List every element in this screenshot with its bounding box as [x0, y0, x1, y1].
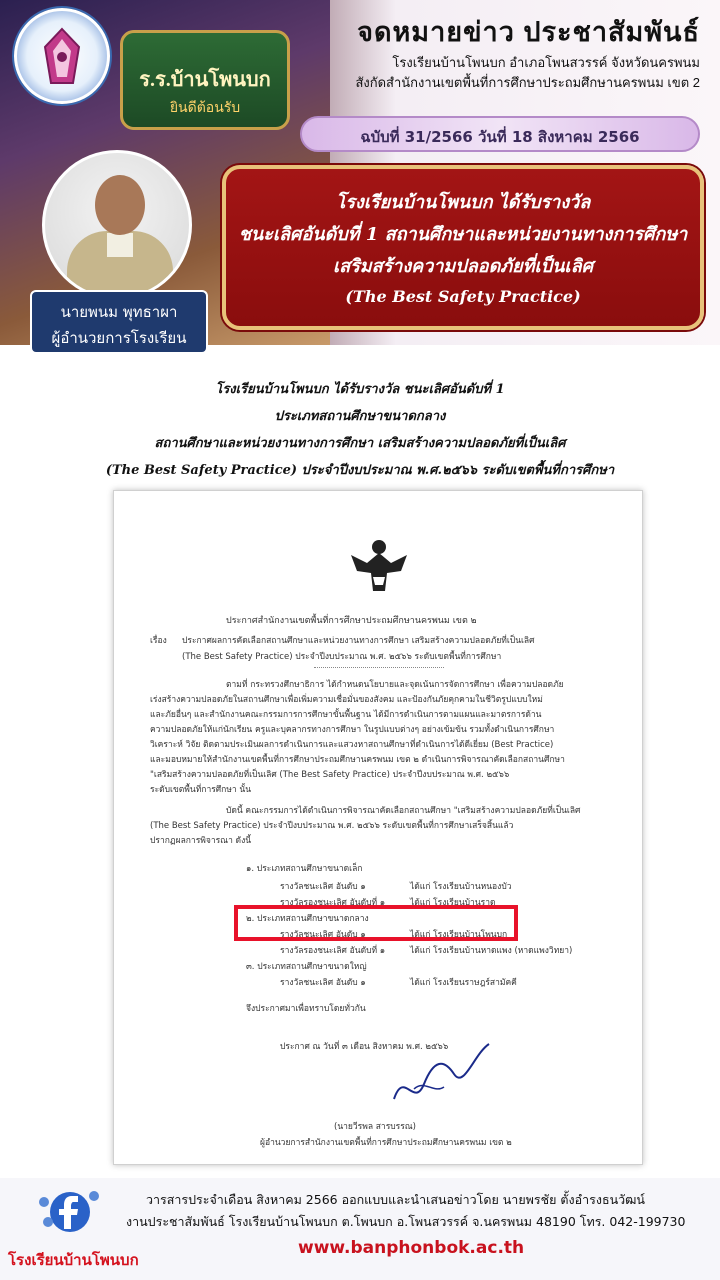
newsletter-footer	[0, 1178, 720, 1280]
header-title-block	[290, 0, 720, 110]
doc-cat1-runner-school: ได้แก่ โรงเรียนบ้านราด	[410, 898, 496, 908]
director-position: ผู้อำนวยการโรงเรียน	[51, 329, 187, 347]
award-banner	[222, 165, 704, 330]
facebook-icon	[36, 1186, 100, 1238]
doc-cat1-winner-school: ได้แก่ โรงเรียนบ้านหนองบัว	[410, 882, 512, 892]
doc-cat1-runner-label: รางวัลรองชนะเลิศ อันดับที่ ๑	[280, 898, 386, 908]
doc-paragraph-line: บัดนี้ คณะกรรมการได้ดำเนินการพิจารณาคัดเลือกสถานศึกษา "เสริมสร้างความปลอดภัยที่เป็นเลิศ	[226, 806, 581, 816]
doc-divider	[314, 667, 444, 668]
award-line-4: (The Best Safety Practice)	[345, 287, 581, 306]
award-line-1: โรงเรียนบ้านโพนบก ได้รับรางวัล	[335, 192, 591, 213]
doc-heading: ประกาศสำนักงานเขตพื้นที่การศึกษาประถมศึกษานครพนม เขต ๒	[226, 616, 477, 626]
doc-subject-1: ประกาศผลการคัดเลือกสถานศึกษาและหน่วยงานทางการศึกษา เสริมสร้างความปลอดภัยที่เป็นเลิศ	[182, 636, 535, 646]
winner-highlight-box	[234, 905, 518, 941]
doc-paragraph-line: ตามที่ กระทรวงศึกษาธิการ ได้กำหนดนโยบายและจุดเน้นการจัดการศึกษา เพื่อความปลอดภัย	[226, 680, 564, 690]
director-name: นายพนม พุทธาผา	[60, 303, 178, 321]
doc-cat2-runner-label: รางวัลรองชนะเลิศ อันดับที่ ๑	[280, 946, 386, 956]
doc-paragraph-line: วิเคราะห์ วิจัย ติดตามประเมินผลการดำเนินการและแสวงหาสถานศึกษาที่ดำเนินการได้ดีเยี่ยม (Best Practice)	[150, 740, 554, 750]
director-name-box	[30, 290, 208, 354]
sign-text: ร.ร.บ้านโพนบก	[139, 69, 271, 91]
award-line-3: เสริมสร้างความปลอดภัยที่เป็นเลิศ	[332, 256, 594, 277]
doc-paragraph-line: ปรากฏผลการพิจารณา ดังนี้	[150, 836, 252, 846]
doc-category-3: ๓. ประเภทสถานศึกษาขนาดใหญ่	[246, 962, 367, 972]
office-affiliation: สังกัดสำนักงานเขตพื้นที่การศึกษาประถมศึกษานครพนม เขต 2	[355, 75, 700, 90]
doc-paragraph-line: ระดับเขตพื้นที่การศึกษา นั้น	[150, 785, 252, 795]
doc-cat2-winner-label: รางวัลชนะเลิศ อันดับ ๑	[280, 930, 366, 940]
director-portrait	[42, 150, 192, 300]
intro-line-2: ประเภทสถานศึกษาขนาดกลาง	[274, 409, 446, 424]
doc-paragraph-line: เร่งสร้างความปลอดภัยในสถานศึกษาเพื่อเพิ่มความเชื่อมั่นของสังคม และป้องกันภัยคุกคามในชีวิตรูปแบบใหม่	[150, 695, 543, 705]
doc-paragraph-line: ความปลอดภัยให้แก่นักเรียน ครูและบุคลากรทางการศึกษา ในรูปแบบต่างๆ อย่างเข้มข้น รวมทั้งดำเนินการศึกษา	[150, 725, 555, 735]
intro-line-1: โรงเรียนบ้านโพนบก ได้รับรางวัล ชนะเลิศอันดับที่ 1	[215, 382, 505, 397]
doc-date-line: ประกาศ ณ วันที่ ๓ เดือน สิงหาคม พ.ศ. ๒๕๖๖	[280, 1042, 449, 1052]
footer-website-link[interactable]: www.banphonbok.ac.th	[298, 1238, 525, 1258]
doc-cat3-winner-school: ได้แก่ โรงเรียนราษฎร์สามัคคี	[410, 978, 517, 988]
doc-paragraph-line: "เสริมสร้างความปลอดภัยที่เป็นเลิศ (The Best Safety Practice) ประจำปีงบประมาณ พ.ศ. ๒๕๖๖	[150, 770, 510, 780]
issue-bar	[300, 116, 700, 152]
doc-category-1: ๑. ประเภทสถานศึกษาขนาดเล็ก	[246, 864, 363, 874]
doc-subject-label: เรื่อง	[150, 636, 167, 646]
footer-contact-line: งานประชาสัมพันธ์ โรงเรียนบ้านโพนบก ต.โพนบก อ.โพนสวรรค์ จ.นครพนม 48190 โทร. 042-199730	[126, 1214, 686, 1229]
doc-paragraph-line: (The Best Safety Practice) ประจำปีงบประมาณ พ.ศ. ๒๕๖๖ ระดับเขตพื้นที่การศึกษาเสร็จสิ้นแล้ว	[150, 821, 514, 831]
doc-cat2-winner-school: ได้แก่ โรงเรียนบ้านโพนบก	[410, 930, 508, 940]
signature-icon	[384, 1039, 494, 1109]
intro-line-3: สถานศึกษาและหน่วยงานทางการศึกษา เสริมสร้างความปลอดภัยที่เป็นเลิศ	[154, 436, 566, 451]
school-address: โรงเรียนบ้านโพนบก อำเภอโพนสวรรค์ จังหวัดนครพนม	[392, 55, 700, 70]
footer-school-name: โรงเรียนบ้านโพนบก	[8, 1251, 139, 1269]
doc-cat2-runner-school: ได้แก่ โรงเรียนบ้านหาดแพง (หาดแพงวิทยา)	[410, 946, 573, 956]
issue-number: ฉบับที่ 31/2566 วันที่ 18 สิงหาคม 2566	[360, 128, 640, 146]
school-welcome-sign	[120, 30, 290, 130]
portrait-head	[95, 175, 145, 235]
portrait-collar	[107, 233, 133, 257]
doc-category-2: ๒. ประเภทสถานศึกษาขนาดกลาง	[246, 914, 369, 924]
doc-subject-2: (The Best Safety Practice) ประจำปีงบประมาณ พ.ศ. ๒๕๖๖ ระดับเขตพื้นที่การศึกษา	[182, 652, 502, 662]
sign-subtext: ยินดีต้อนรับ	[169, 100, 241, 116]
intro-line-4: (The Best Safety Practice) ประจำปีงบประมาณ พ.ศ.๒๕๖๖ ระดับเขตพื้นที่การศึกษา	[105, 463, 615, 478]
doc-signer-position: ผู้อำนวยการสำนักงานเขตพื้นที่การศึกษาประถมศึกษานครพนม เขต ๒	[260, 1138, 512, 1148]
newsletter-title: จดหมายข่าว ประชาสัมพันธ์	[357, 17, 700, 47]
announcement-document	[113, 490, 643, 1165]
doc-cat3-winner-label: รางวัลชนะเลิศ อันดับ ๑	[280, 978, 366, 988]
award-line-2: ชนะเลิศอันดับที่ 1 สถานศึกษาและหน่วยงานทางการศึกษา	[238, 224, 688, 245]
footer-credit-line: วารสารประจำเดือน สิงหาคม 2566 ออกแบบและนำเสนอข่าวโดย นายพรชัย ตั้งอำรงธนวัฒน์	[146, 1192, 645, 1207]
school-logo-icon	[14, 8, 110, 104]
doc-cat1-winner-label: รางวัลชนะเลิศ อันดับ ๑	[280, 882, 366, 892]
doc-signer-name: (นายวีรพล สารบรรณ)	[334, 1122, 416, 1132]
garuda-emblem-icon	[347, 533, 411, 597]
doc-closing: จึงประกาศมาเพื่อทราบโดยทั่วกัน	[246, 1004, 366, 1014]
doc-paragraph-line: และภัยอื่นๆ และสำนักงานคณะกรรมการการศึกษาขั้นพื้นฐาน ได้มีการดำเนินการตามแผนและมาตรการด้าน	[150, 710, 542, 720]
doc-paragraph-line: และมอบหมายให้สำนักงานเขตพื้นที่การศึกษาประถมศึกษานครพนม เขต ๒ ดำเนินการพิจารณาคัดเลือกสถานศึกษา	[150, 755, 565, 765]
